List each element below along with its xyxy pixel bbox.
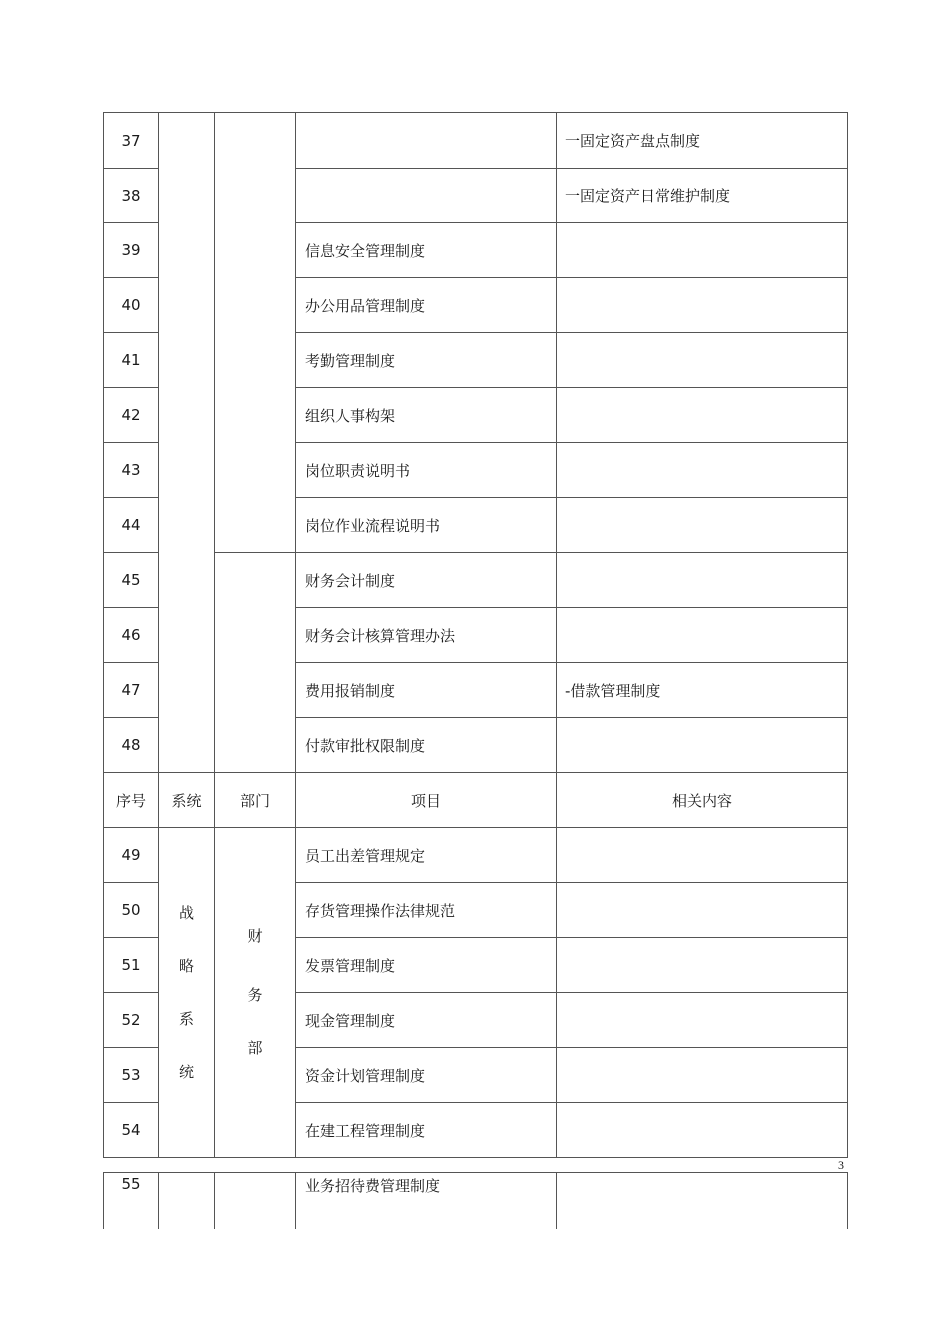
- related-cell: [557, 993, 848, 1048]
- related-cell: [557, 828, 848, 883]
- page-number: 3: [838, 1158, 844, 1172]
- item-cell: 考勤管理制度: [296, 333, 557, 388]
- row-number: 44: [104, 498, 159, 553]
- dept-char: 财: [247, 927, 263, 945]
- row-number: 50: [104, 883, 159, 938]
- row-number: 51: [104, 938, 159, 993]
- system-char: 系: [178, 1009, 194, 1028]
- header-seq: 序号: [104, 773, 159, 828]
- item-cell: 费用报销制度: [296, 663, 557, 718]
- row-number: 48: [104, 718, 159, 773]
- row-number: 46: [104, 608, 159, 663]
- item-cell: 发票管理制度: [296, 938, 557, 993]
- header-row: [104, 773, 848, 828]
- item-cell: 办公用品管理制度: [296, 278, 557, 333]
- header-system: 系统: [159, 773, 215, 828]
- system-cell: [159, 1173, 215, 1229]
- related-cell: [557, 1103, 848, 1158]
- table-row: [104, 553, 848, 608]
- regulations-table: [103, 112, 848, 1158]
- table-row: [104, 1173, 848, 1229]
- regulations-table-continued: [103, 1172, 848, 1229]
- header-related: 相关内容: [557, 773, 848, 828]
- item-cell: 财务会计制度: [296, 553, 557, 608]
- related-cell: [557, 608, 848, 663]
- related-cell: [557, 443, 848, 498]
- related-cell: [557, 553, 848, 608]
- item-cell: [296, 169, 557, 223]
- dept-char: 部: [247, 1039, 263, 1057]
- related-cell: [557, 333, 848, 388]
- related-cell: -借款管理制度: [557, 663, 848, 718]
- row-number: 39: [104, 223, 159, 278]
- item-cell: 付款审批权限制度: [296, 718, 557, 773]
- item-cell: 员工出差管理规定: [296, 828, 557, 883]
- related-cell: [557, 1173, 848, 1229]
- dept-name-cell: [215, 828, 296, 1158]
- row-number: 41: [104, 333, 159, 388]
- item-cell: 现金管理制度: [296, 993, 557, 1048]
- row-number: 53: [104, 1048, 159, 1103]
- related-cell: 一固定资产盘点制度: [557, 113, 848, 169]
- item-cell: 组织人事构架: [296, 388, 557, 443]
- related-cell: [557, 1048, 848, 1103]
- related-cell: [557, 498, 848, 553]
- row-number: 40: [104, 278, 159, 333]
- dept-cell: [215, 553, 296, 773]
- item-cell: 信息安全管理制度: [296, 223, 557, 278]
- item-cell: 存货管理操作法律规范: [296, 883, 557, 938]
- related-cell: [557, 223, 848, 278]
- header-item: 项目: [296, 773, 557, 828]
- row-number: 42: [104, 388, 159, 443]
- system-cell: [159, 113, 215, 773]
- item-cell: [296, 113, 557, 169]
- related-cell: [557, 883, 848, 938]
- table-row: [104, 828, 848, 883]
- row-number: 38: [104, 169, 159, 223]
- dept-char: 务: [247, 986, 263, 1004]
- related-cell: [557, 938, 848, 993]
- item-cell: 财务会计核算管理办法: [296, 608, 557, 663]
- related-cell: [557, 278, 848, 333]
- related-cell: [557, 388, 848, 443]
- row-number: 47: [104, 663, 159, 718]
- system-char: 战: [178, 903, 194, 922]
- system-char: 略: [178, 956, 194, 975]
- dept-cell: [215, 113, 296, 553]
- row-number: 49: [104, 828, 159, 883]
- row-number: 45: [104, 553, 159, 608]
- item-cell: 资金计划管理制度: [296, 1048, 557, 1103]
- system-name-cell: [159, 828, 215, 1158]
- table-row: [104, 113, 848, 169]
- row-number: 55: [104, 1173, 159, 1229]
- row-number: 52: [104, 993, 159, 1048]
- item-cell: 岗位作业流程说明书: [296, 498, 557, 553]
- row-number: 43: [104, 443, 159, 498]
- item-cell: 业务招待费管理制度: [296, 1173, 557, 1229]
- related-cell: 一固定资产日常维护制度: [557, 169, 848, 223]
- item-cell: 在建工程管理制度: [296, 1103, 557, 1158]
- row-number: 37: [104, 113, 159, 169]
- item-cell: 岗位职责说明书: [296, 443, 557, 498]
- system-char: 统: [178, 1062, 194, 1081]
- row-number: 54: [104, 1103, 159, 1158]
- header-dept: 部门: [215, 773, 296, 828]
- dept-cell: [215, 1173, 296, 1229]
- related-cell: [557, 718, 848, 773]
